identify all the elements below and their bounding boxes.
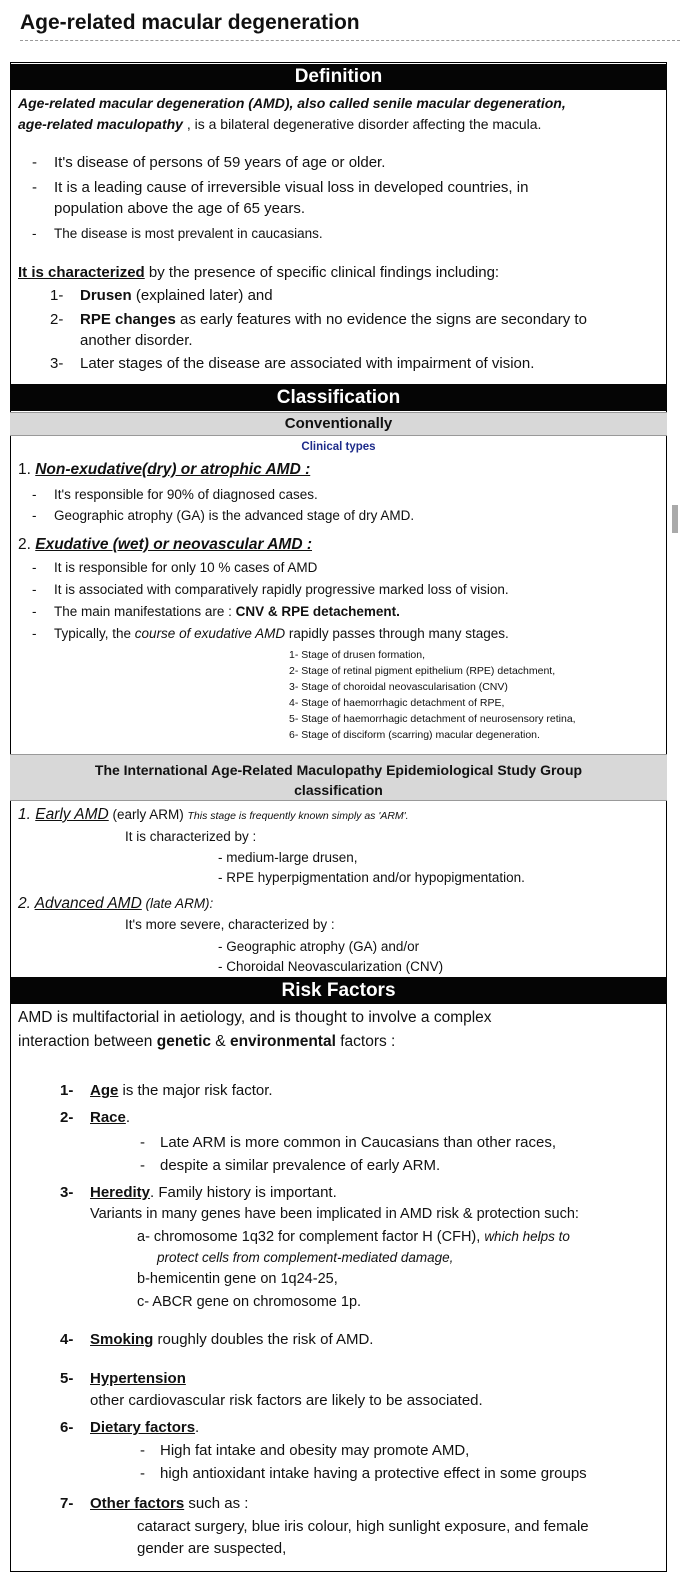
wet-bullet-4-lead: Typically, the [54,626,135,641]
international-classification-header [10,754,667,801]
risk-7-term: Other factors [90,1495,185,1512]
dash-bullet: - [32,487,37,502]
wet-bullet-4-italic: course of exudative AMD [134,626,286,641]
stage-4: 4- Stage of haemorrhagic detachment of RPE, [289,697,505,709]
wet-bullet-3-bold: CNV & RPE detachement. [235,604,400,619]
early-number: 1. [18,806,36,823]
risk-7-rest: such as : [184,1495,249,1512]
finding-1-term: Drusen [80,287,132,304]
risk-6-bullet-1: High fat intake and obesity may promote AMD, [160,1442,470,1459]
definition-intro-line2 [18,115,541,134]
wet-bullet-3 [54,602,400,621]
dash-bullet: - [32,508,37,523]
risk-4-number: 4- [60,1331,74,1348]
scrollbar-thumb[interactable] [672,505,678,533]
risk-1 [90,1081,273,1100]
risk-6-rest: . [195,1419,200,1436]
definition-bullet-3: The disease is most prevalent in caucasians. [54,226,323,241]
definition-header: Definition [10,64,667,90]
intl-header-line2: classification [294,782,383,798]
classification-header: Classification [10,384,667,411]
risk-intro-lead: interaction between [18,1033,157,1050]
title-divider [20,40,680,41]
wet-amd-heading [18,535,312,554]
dry-number: 1. [18,461,36,478]
risk-5-number: 5- [60,1370,74,1387]
dash-bullet: - [32,560,37,575]
definition-intro-line1: Age-related macular degeneration (AMD), also called senile macular degeneration, [18,95,566,111]
dash-bullet: - [140,1134,145,1151]
advanced-heading-note: (late ARM): [141,896,214,911]
wet-bullet-4 [54,624,509,643]
risk-3b: b-hemicentin gene on 1q24-25, [137,1271,338,1287]
early-characterized-by: It is characterized by : [125,829,257,844]
definition-intro-rest: , is a bilateral degenerative disorder affecting the macula. [182,116,542,132]
risk-3c: c- ABCR gene on chromosome 1p. [137,1294,362,1310]
risk-1-rest: is the major risk factor. [118,1082,273,1099]
risk-intro-environmental: environmental [229,1033,336,1050]
wet-number: 2. [18,536,36,553]
stage-1: 1- Stage of drusen formation, [289,649,425,661]
characterized-line [18,263,499,282]
risk-3a-italic: which helps to [484,1229,570,1244]
wet-bullet-2: It is associated with comparatively rapidly progressive marked loss of vision. [54,582,509,597]
dry-amd-heading [18,460,310,479]
finding-1-number: 1- [50,287,64,304]
risk-3a-cont: protect cells from complement-mediated damage, [157,1250,454,1265]
risk-6-term: Dietary factors [90,1419,196,1436]
risk-7 [90,1494,248,1513]
finding-2-term: RPE changes [80,311,176,328]
intl-header-line1: The International Age-Related Maculopathy Epidemiological Study Group [94,762,583,778]
risk-3-rest: . Family history is important. [150,1184,337,1201]
advanced-sign-1: - Geographic atrophy (GA) and/or [218,939,420,954]
finding-2 [80,310,587,329]
dry-heading-text: Non-exudative(dry) or atrophic AMD : [35,461,311,478]
risk-3-variants: Variants in many genes have been implicated in AMD risk & protection such: [90,1206,579,1222]
finding-2-rest: as early features with no evidence the signs are secondary to [175,311,587,328]
risk-intro-line2 [18,1032,395,1051]
finding-1-rest: (explained later) and [131,287,273,304]
stage-2: 2- Stage of retinal pigment epithelium (RPE) detachment, [289,665,556,677]
risk-3a [137,1227,570,1247]
dash-bullet: - [32,179,37,196]
dash-bullet: - [140,1157,145,1174]
risk-3a-lead: a- chromosome 1q32 for complement factor H (CFH), [137,1229,485,1245]
definition-bullet-1: It's disease of persons of 59 years of age or older. [54,154,386,171]
finding-3-number: 3- [50,355,64,372]
risk-6-bullet-2: high antioxidant intake having a protective effect in some groups [160,1465,587,1482]
definition-intro-term: age-related maculopathy [18,116,183,132]
dash-bullet: - [140,1442,145,1459]
risk-7-detail-2: gender are suspected, [137,1540,287,1557]
risk-6-number: 6- [60,1419,74,1436]
stage-3: 3- Stage of choroidal neovascularisation (CNV) [289,681,508,693]
risk-intro-and: & [211,1033,230,1050]
risk-2-bullet-1: Late ARM is more common in Caucasians than other races, [160,1134,557,1151]
risk-intro-genetic: genetic [156,1033,211,1050]
wet-bullet-3-lead: The main manifestations are : [54,604,236,619]
risk-4 [90,1330,373,1349]
risk-7-number: 7- [60,1495,74,1512]
finding-1 [80,286,273,305]
dash-bullet: - [32,604,37,619]
risk-6 [90,1418,199,1437]
risk-5-detail: other cardiovascular risk factors are likely to be associated. [90,1392,483,1409]
risk-3-term: Heredity [90,1184,151,1201]
risk-4-term: Smoking [90,1331,154,1348]
page-title: Age-related macular degeneration [20,11,360,34]
definition-bullet-2a: It is a leading cause of irreversible visual loss in developed countries, in [54,179,529,196]
wet-bullet-1: It is responsible for only 10 % cases of AMD [54,560,318,575]
dry-bullet-1: It's responsible for 90% of diagnosed cases. [54,487,318,502]
advanced-sign-2: - Choroidal Neovascularization (CNV) [218,959,444,974]
finding-2-cont: another disorder. [80,332,193,349]
early-heading-mid: (early ARM) [108,807,188,822]
stage-5: 5- Stage of haemorrhagic detachment of neurosensory retina, [289,713,576,725]
risk-3 [90,1183,337,1202]
advanced-amd-heading [18,894,213,913]
wet-heading-text: Exudative (wet) or neovascular AMD : [35,536,313,553]
definition-bullet-2b: population above the age of 65 years. [54,200,306,217]
dash-bullet: - [32,226,37,241]
early-amd-heading [18,805,409,826]
early-sign-2: - RPE hyperpigmentation and/or hypopigmentation. [218,870,525,885]
risk-factors-header: Risk Factors [10,977,667,1004]
risk-5-term: Hypertension [90,1370,186,1387]
early-sign-1: - medium-large drusen, [218,850,358,865]
risk-2-bullet-2: despite a similar prevalence of early ARM. [160,1157,441,1174]
wet-bullet-4-rest: rapidly passes through many stages. [285,626,509,641]
early-heading-text: Early AMD [35,806,109,823]
advanced-number: 2. [18,895,35,912]
characterized-rest: by the presence of specific clinical findings including: [144,264,500,281]
dash-bullet: - [32,154,37,171]
risk-2-rest: . [125,1109,131,1126]
advanced-heading-text: Advanced AMD [34,895,142,912]
finding-2-number: 2- [50,311,64,328]
risk-intro-line1: AMD is multifactorial in aetiology, and is thought to involve a complex [18,1009,492,1026]
dash-bullet: - [140,1465,145,1482]
risk-2-number: 2- [60,1109,74,1126]
risk-1-number: 1- [60,1082,74,1099]
risk-4-rest: roughly doubles the risk of AMD. [153,1331,374,1348]
dry-bullet-2: Geographic atrophy (GA) is the advanced stage of dry AMD. [54,508,415,523]
clinical-types-label: Clinical types [301,441,376,453]
stage-6: 6- Stage of disciform (scarring) macular degeneration. [289,729,540,741]
characterized-lead: It is characterized [18,264,145,281]
risk-2-term: Race [90,1109,126,1126]
dash-bullet: - [32,582,37,597]
advanced-characterized-by: It's more severe, characterized by : [125,917,335,932]
risk-1-term: Age [90,1082,119,1099]
early-heading-note: This stage is frequently known simply as 'ARM'. [187,810,409,822]
finding-3: Later stages of the disease are associated with impairment of vision. [80,355,535,372]
conventionally-header: Conventionally [10,412,667,436]
risk-intro-rest: factors : [335,1033,396,1050]
risk-3-number: 3- [60,1184,74,1201]
dash-bullet: - [32,626,37,641]
risk-2 [90,1108,130,1127]
risk-7-detail-1: cataract surgery, blue iris colour, high sunlight exposure, and female [137,1518,589,1535]
